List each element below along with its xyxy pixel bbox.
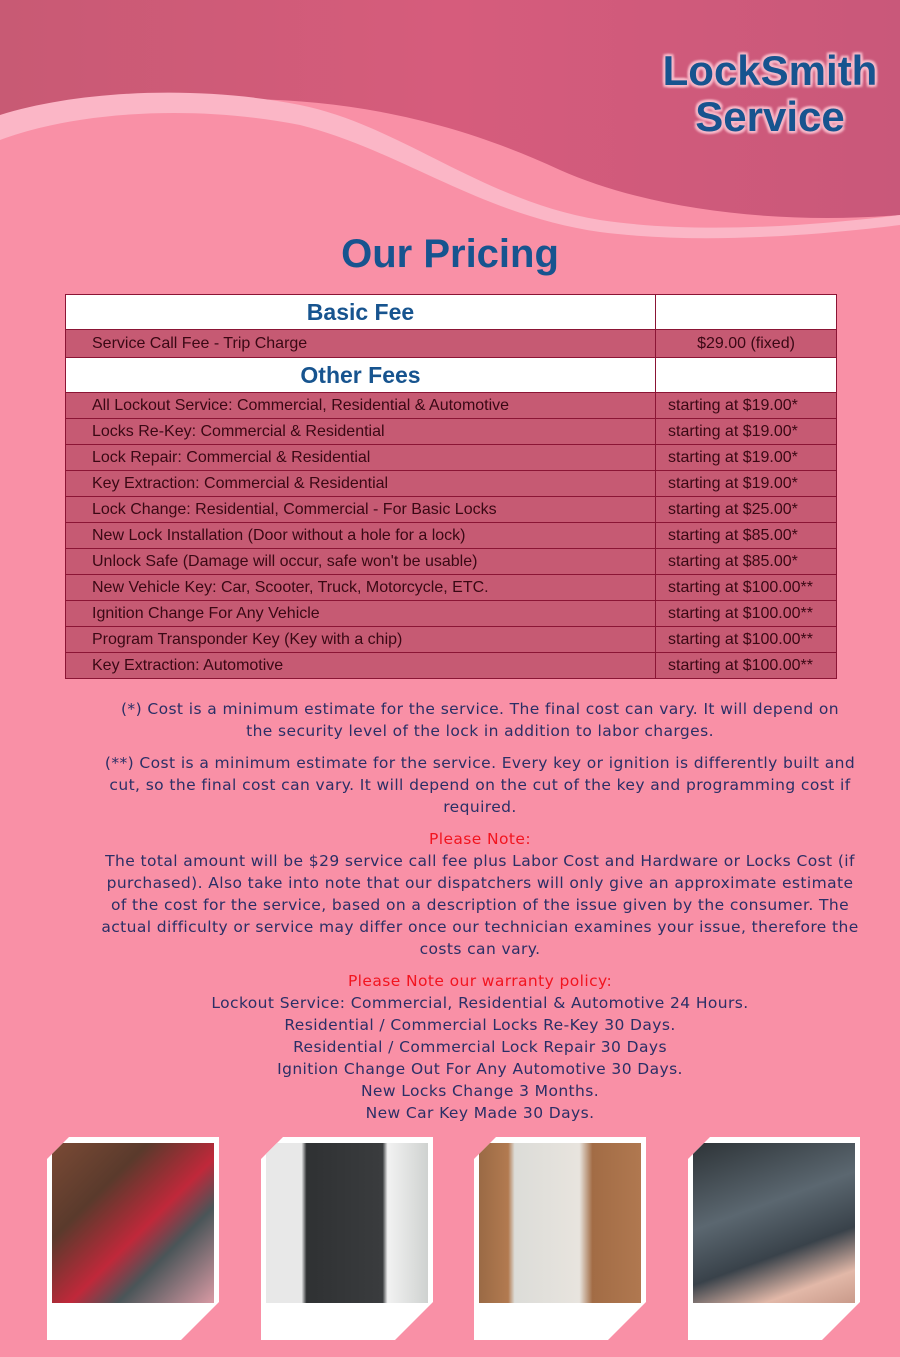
table-row: [66, 575, 837, 601]
table-row: [66, 627, 837, 653]
warranty-item: Residential / Commercial Locks Re-Key 30 Days.: [284, 1016, 676, 1034]
service-price: starting at $100.00**: [656, 601, 837, 627]
please-note-label: Please Note:: [429, 830, 531, 848]
car-lock-picking-photo: [52, 1143, 214, 1303]
table-row: [66, 419, 837, 445]
service-name: Lock Change: Residential, Commercial - For Basic Locks: [66, 497, 656, 523]
service-price: starting at $100.00**: [656, 653, 837, 679]
photo-frame-4: [688, 1137, 860, 1340]
table-row: [66, 393, 837, 419]
table-row: [66, 445, 837, 471]
table-section-header: [66, 358, 837, 393]
please-note-text: The total amount will be $29 service call fee plus Labor Cost and Hardware or Locks Cost (if purchased). Also take into note that our dispatchers will only give an approximate estimate of the cost for the service, based on a description of the issue given by the consumer. The actual difficulty or service may differ once our technician examines your issue, therefore the costs can vary.: [101, 852, 859, 958]
warranty-item: Residential / Commercial Lock Repair 30 Days: [293, 1038, 667, 1056]
service-name: New Vehicle Key: Car, Scooter, Truck, Motorcycle, ETC.: [66, 575, 656, 601]
double-star-note: (**) Cost is a minimum estimate for the service. Every key or ignition is differently built and cut, so the final cost can vary. It will depend on the cut of the key and programming cost if required.: [104, 754, 856, 816]
brand-line1: LockSmith: [662, 47, 878, 94]
warranty-item: Lockout Service: Commercial, Residential & Automotive 24 Hours.: [211, 994, 749, 1012]
photo-frame-1: [47, 1137, 219, 1340]
warranty-item: Ignition Change Out For Any Automotive 30 Days.: [277, 1060, 683, 1078]
section-title: Other Fees: [66, 358, 656, 393]
table-row: [66, 471, 837, 497]
service-name: Locks Re-Key: Commercial & Residential: [66, 419, 656, 445]
pricing-table: [65, 294, 837, 679]
service-name: Unlock Safe (Damage will occur, safe won't be usable): [66, 549, 656, 575]
section-title: Basic Fee: [66, 295, 656, 330]
table-row: [66, 653, 837, 679]
empty-cell: [656, 295, 837, 330]
warranty-item: New Car Key Made 30 Days.: [365, 1104, 595, 1122]
car-ignition-photo: [693, 1143, 855, 1303]
brand-logo: [660, 48, 880, 140]
table-row: [66, 549, 837, 575]
service-price: starting at $25.00*: [656, 497, 837, 523]
warranty-list: [100, 992, 860, 1124]
service-price: starting at $19.00*: [656, 471, 837, 497]
service-name: Key Extraction: Automotive: [66, 653, 656, 679]
photo-frame-2: [261, 1137, 433, 1340]
notes-section: [100, 698, 860, 1124]
service-name: New Lock Installation (Door without a hole for a lock): [66, 523, 656, 549]
single-star-note: (*) Cost is a minimum estimate for the service. The final cost can vary. It will depend on the security level of the lock in addition to labor charges.: [120, 700, 840, 740]
service-name: Program Transponder Key (Key with a chip): [66, 627, 656, 653]
service-name: All Lockout Service: Commercial, Residential & Automotive: [66, 393, 656, 419]
table-row: [66, 497, 837, 523]
service-name: Lock Repair: Commercial & Residential: [66, 445, 656, 471]
page-title: Our Pricing: [341, 232, 559, 276]
service-price: starting at $100.00**: [656, 575, 837, 601]
service-name: Ignition Change For Any Vehicle: [66, 601, 656, 627]
photo-frame-3: [474, 1137, 646, 1340]
door-key-photo: [479, 1143, 641, 1303]
service-price: $29.00 (fixed): [656, 330, 837, 358]
warranty-item: New Locks Change 3 Months.: [360, 1082, 600, 1100]
service-price: starting at $100.00**: [656, 627, 837, 653]
service-price: starting at $19.00*: [656, 419, 837, 445]
keypad-lock-photo: [266, 1143, 428, 1303]
service-name: Key Extraction: Commercial & Residential: [66, 471, 656, 497]
brand-line2: Service: [695, 93, 845, 140]
table-row: [66, 330, 837, 358]
table-row: [66, 601, 837, 627]
empty-cell: [656, 358, 837, 393]
service-price: starting at $19.00*: [656, 393, 837, 419]
table-row: [66, 523, 837, 549]
service-price: starting at $85.00*: [656, 523, 837, 549]
table-section-header: [66, 295, 837, 330]
warranty-label: Please Note our warranty policy:: [347, 972, 613, 990]
service-price: starting at $19.00*: [656, 445, 837, 471]
service-price: starting at $85.00*: [656, 549, 837, 575]
service-name: Service Call Fee - Trip Charge: [66, 330, 656, 358]
